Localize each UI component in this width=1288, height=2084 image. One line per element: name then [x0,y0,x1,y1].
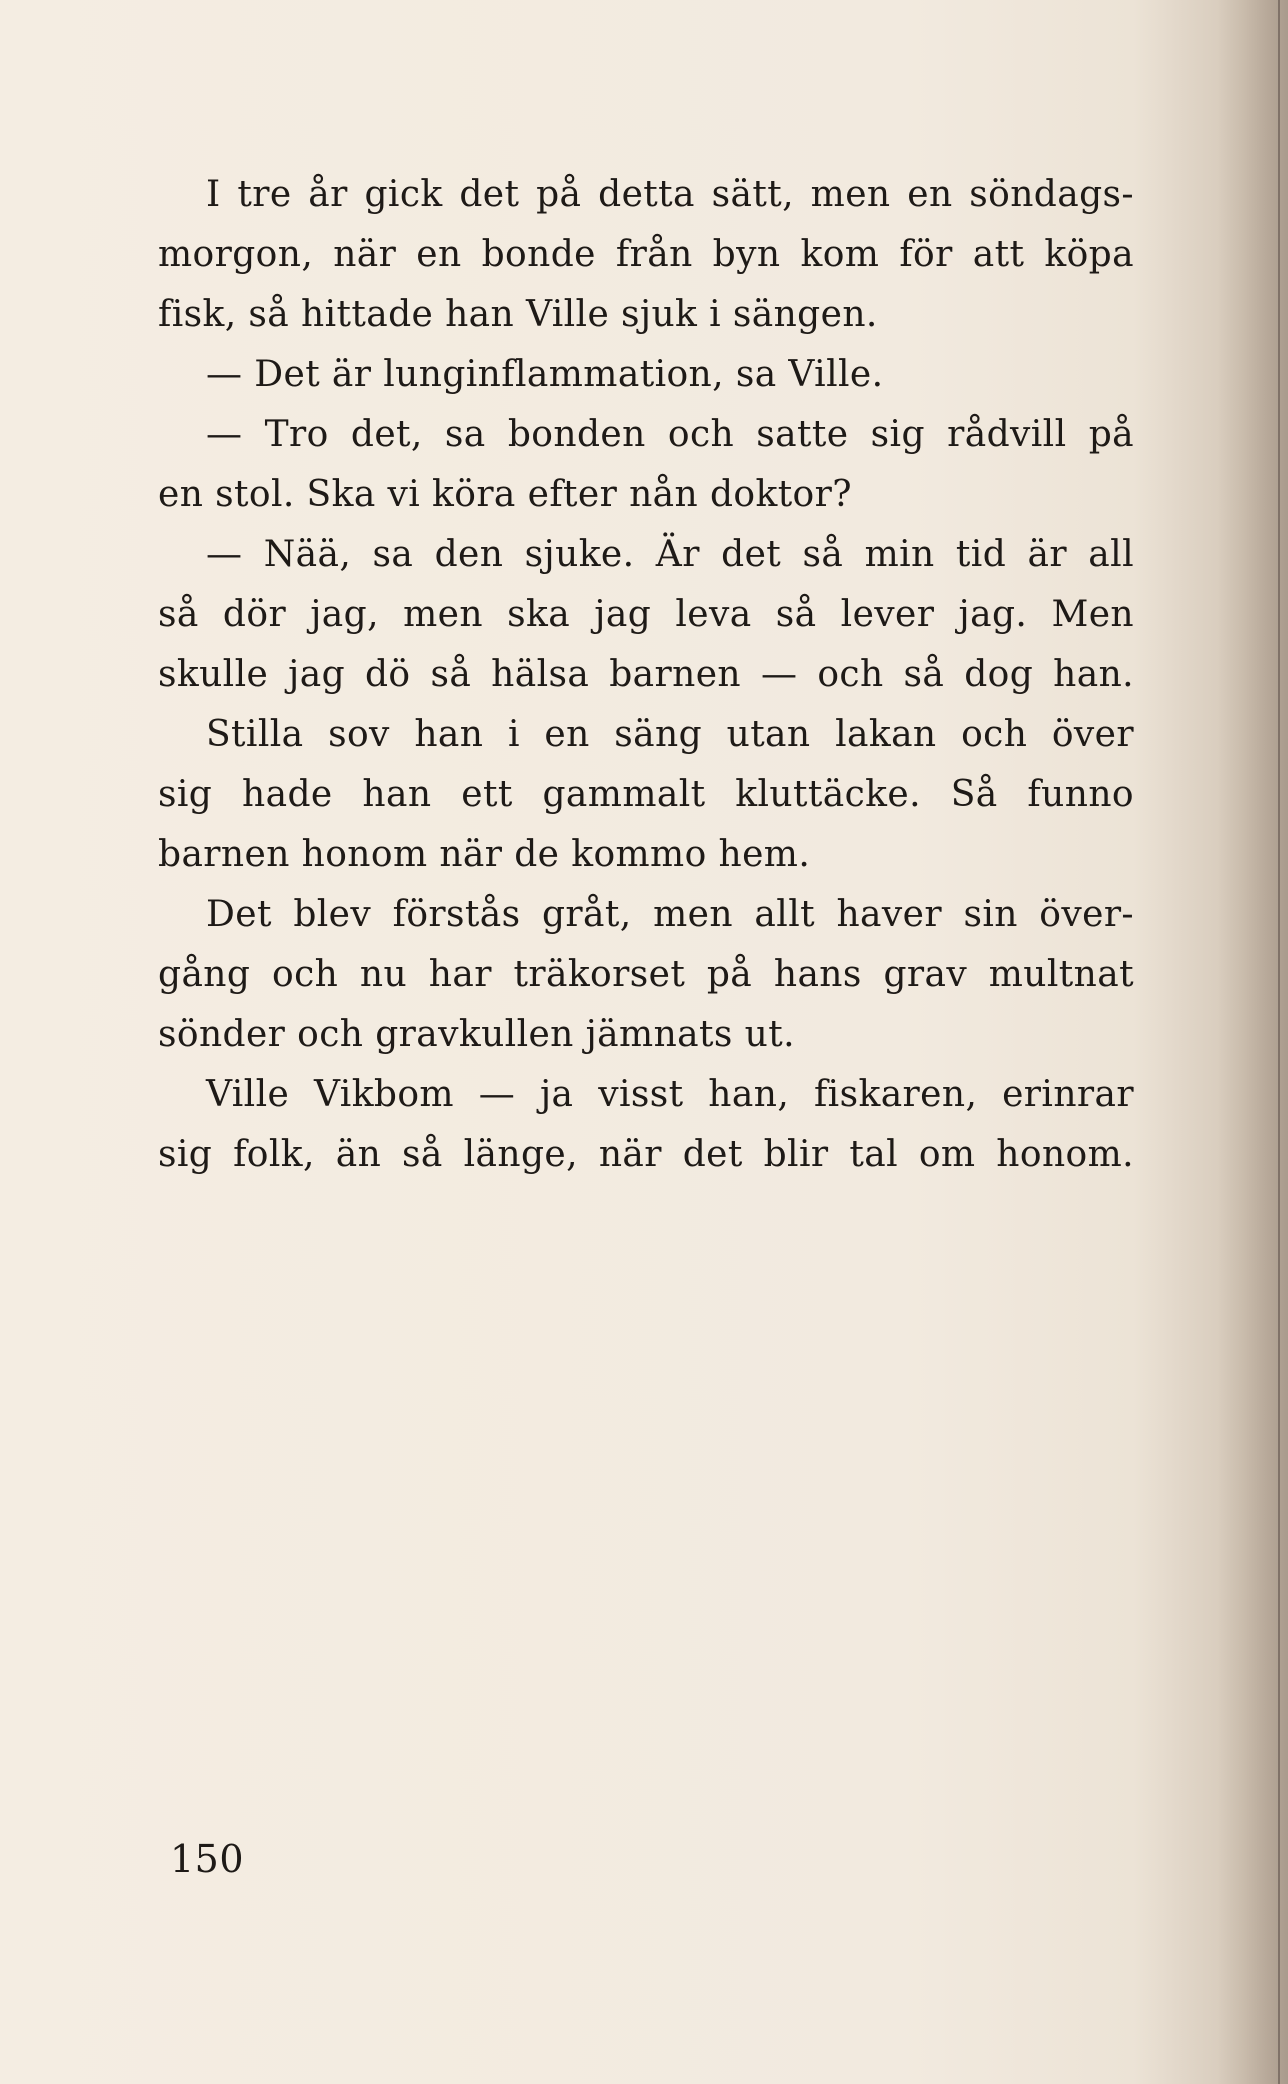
text-line: — Nää, sa den sjuke. Är det så min tid är all [206,534,1134,575]
text-line: fisk, så hittade han Ville sjuk i sängen. [158,294,878,335]
text-line: sig folk, än så länge, när det blir tal om honom. [158,1134,1134,1175]
text-line: sönder och gravkullen jämnats ut. [158,1014,795,1055]
text-line: skulle jag dö så hälsa barnen — och så dog han. [158,654,1134,695]
text-line: sig hade han ett gammalt kluttäcke. Så funno [158,774,1134,815]
page-number: 150 [170,1837,245,1881]
text-line: Stilla sov han i en säng utan lakan och över [206,714,1134,755]
text-line: Det blev förstås gråt, men allt haver sin över- [206,894,1134,935]
page-edge-line [1278,0,1280,2084]
text-line: gång och nu har träkorset på hans grav multnat [158,954,1134,995]
text-line: en stol. Ska vi köra efter nån doktor? [158,474,852,515]
text-line: — Tro det, sa bonden och satte sig rådvill på [206,414,1134,455]
text-line: morgon, när en bonde från byn kom för att köpa [158,234,1134,275]
text-line: Ville Vikbom — ja visst han, fiskaren, erinrar [206,1074,1134,1115]
text-line: I tre år gick det på detta sätt, men en söndags- [206,174,1134,215]
text-line: — Det är lunginflammation, sa Ville. [206,354,884,395]
text-line: barnen honom när de kommo hem. [158,834,811,875]
body-text [158,165,1134,1185]
text-line: så dör jag, men ska jag leva så lever jag. Men [158,594,1134,635]
